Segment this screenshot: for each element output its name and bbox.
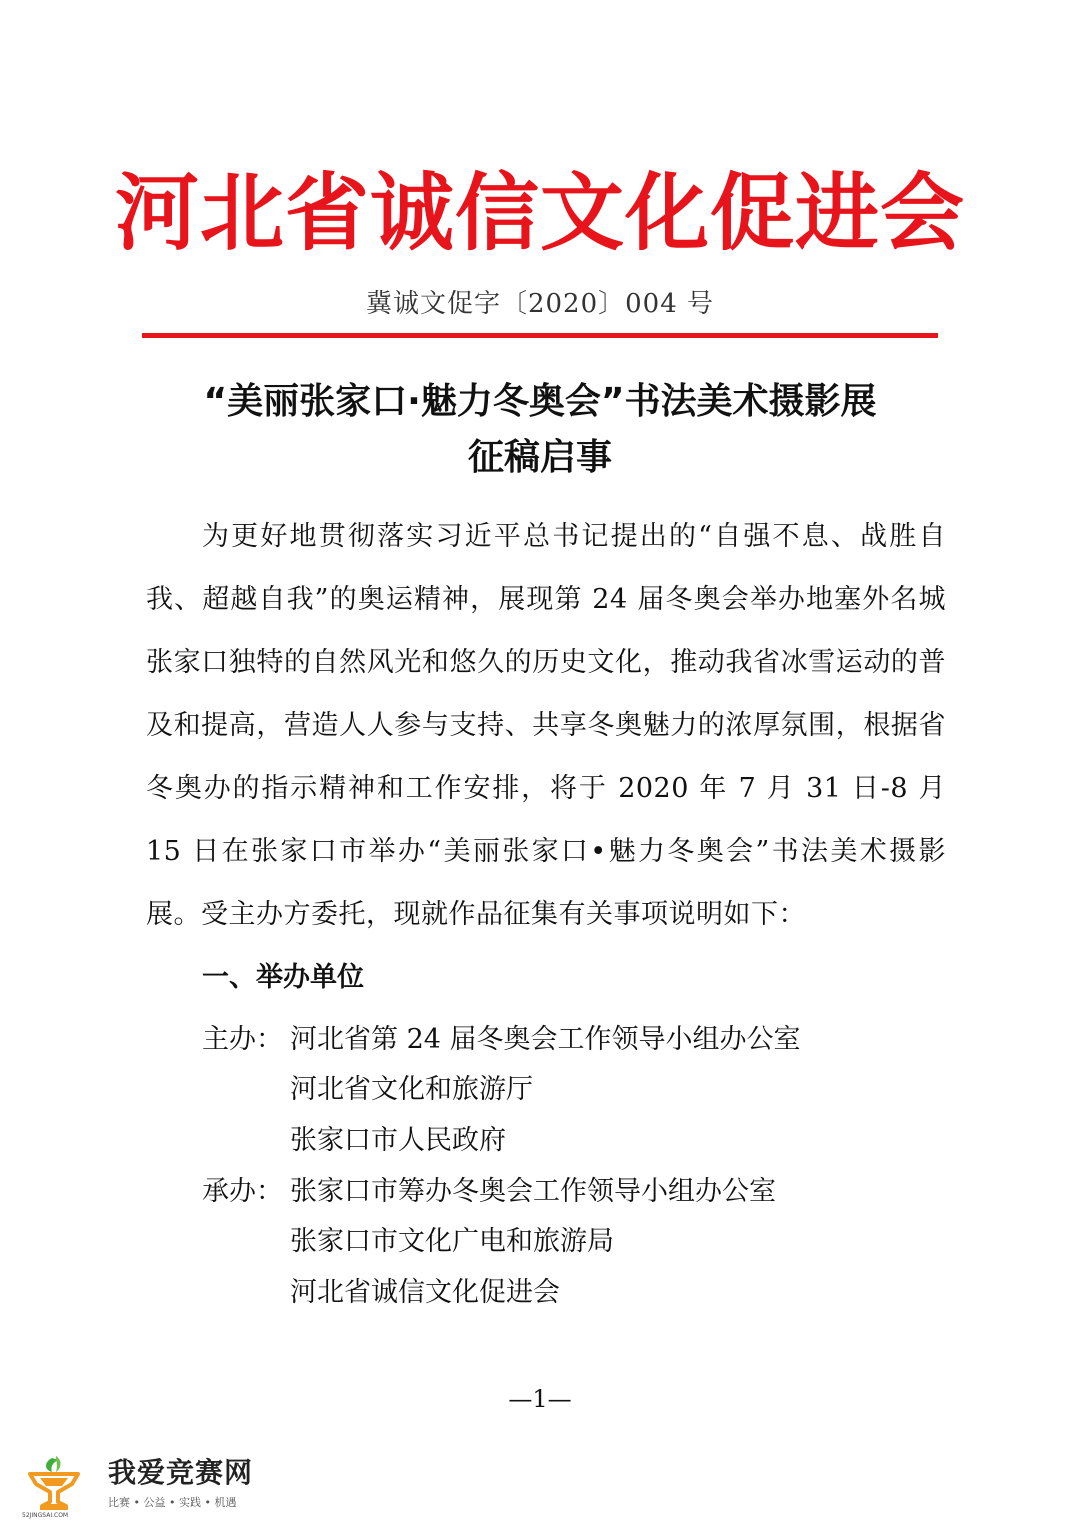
organizer-item: 张家口市文化广电和旅游局	[290, 1226, 614, 1257]
body-paragraph: 为更好地贯彻落实习近平总书记提出的“自强不息、战胜自我、超越自我”的奥运精神，展现第 24 届冬奥会举办地塞外名城张家口独特的自然风光和悠久的历史文化，推动我省冰雪运动的普及和提高，营造人人参与支持、共享冬奥魅力的浓厚氛围，根据省冬奥办的指示精神和工作安排，将于 2020 年 7 月 31 日-8 月 15 日在张家口市举办“美丽张家口•魅力冬奥会”书法美术摄影展。受主办方委托，现就作品征集有关事项说明如下：	[146, 521, 946, 930]
notice-title-line2: 征稿启事	[467, 437, 612, 478]
trophy-icon	[22, 1454, 86, 1518]
organizer-item: 张家口市筹办冬奥会工作领导小组办公室	[290, 1176, 776, 1207]
host-label: 主办：	[202, 1024, 283, 1055]
watermark-url: 52JINGSAI.COM	[22, 1512, 69, 1519]
host-item: 河北省第 24 届冬奥会工作领导小组办公室	[290, 1024, 801, 1055]
notice-title-line1: “美丽张家口·魅力冬奥会”书法美术摄影展	[203, 381, 877, 422]
watermark-logo	[22, 1454, 262, 1520]
watermark-name: 我爱竞赛网	[108, 1456, 254, 1489]
organizer-label: 承办：	[202, 1176, 283, 1207]
page-number: —1—	[508, 1385, 572, 1413]
host-item: 张家口市人民政府	[290, 1125, 506, 1156]
organization-title: 河北省诚信文化促进会	[114, 164, 965, 262]
document-number: 冀诚文促字〔2020〕004 号	[365, 289, 715, 319]
section-heading-organizers: 一、举办单位	[202, 962, 364, 993]
red-divider	[142, 333, 938, 338]
notice-title	[0, 374, 1080, 486]
host-item: 河北省文化和旅游厅	[290, 1074, 533, 1105]
watermark-slogan: 比赛 • 公益 • 实践 • 机遇	[108, 1496, 237, 1509]
organizer-item: 河北省诚信文化促进会	[290, 1277, 560, 1308]
